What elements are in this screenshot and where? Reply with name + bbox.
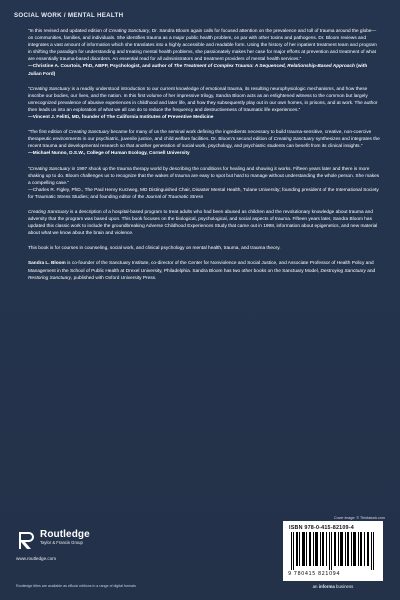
review-text: “ <box>28 86 30 92</box>
review-text: synthesizes and integrates the recent trauma and developmental research so that another generation of social work, psychology, and psychiatric students can benefit from its clinical insights.” <box>28 137 380 150</box>
book-title: Destroying Sanctuary <box>320 268 366 274</box>
course-note: This book is for courses in counseling, social work, and clinical psychology on mental health, trauma, and trauma theory. <box>28 246 281 252</box>
attribution-title: The Treatment of Complex Trauma: A Sequenced, Relationship-Based Approach <box>173 64 355 70</box>
attribution-text: (with Julian Ford) <box>28 64 368 77</box>
review-attribution: —Vincent J. Felitti, MD, founder of The California Institutes of Preventive Medicine <box>28 115 214 121</box>
barcode-icon <box>289 532 377 570</box>
review-text: , Dr. Sandra Bloom again calls for focused attention on the prevalence and toll of trauma around the globe—on communities, families, and individuals. She identifies trauma as a major public health problem, on par with other toxins and pathogens. Dr. Bloom reviews and integrates a vast amount of information which she translates into a highly accessible and readable form. Using the history of her inpatient treatment team and program in shifting the paradigm for understanding and treating mental health problems, she passionately makes her case for major efforts at prevention and treatment of what are essentially trauma-based disorders. An essential read for all administrators and treatment providers of mental health services.” <box>28 29 377 63</box>
review-text: “ <box>28 166 30 172</box>
subject-label: SOCIAL WORK / MENTAL HEALTH <box>14 12 124 19</box>
review-text: became for many of us the seminal work defining the ingredients necessary to build trauma-sensitive, creative, non-coercive therapeutic environments in our psychiatric, juvenile justice, and child welfare facilities. Dr. Bloom's second edition of <box>28 130 372 143</box>
book-title: Creating Sanctuary <box>68 130 110 136</box>
ebook-footnote: Routledge titles are available as eBook editions in a range of digital formats <box>16 584 136 588</box>
publisher-name: Routledge <box>40 529 90 540</box>
book-title: Restoring Sanctuary <box>28 275 72 281</box>
attribution-text: —Christine A. Courtois, PhD, ABPP, Psychologist, and author of <box>28 64 174 70</box>
review-text: in 1997 shook up the trauma therapy world by describing the conditions for healing and showing it works. Fifteen years later and there is more shaking up to do. Bloom challenges us to recognize that the wakes of trauma are easy to spot but hard to manage without understanding the whole person. She makes a compelling case.” <box>28 166 380 186</box>
isbn-text: ISBN 978-0-415-82109-4 <box>289 525 354 531</box>
book-title: Creating Sanctuary <box>28 209 69 215</box>
review-courtois <box>28 28 380 78</box>
book-title: Creating Sanctuary <box>29 86 71 92</box>
author-bio-text: and <box>365 268 376 274</box>
reviews-block <box>28 28 380 290</box>
review-figley <box>28 166 380 201</box>
routledge-mark-icon <box>16 529 38 551</box>
author-bio <box>28 260 380 281</box>
book-title: Creating Sanctuary <box>29 166 71 172</box>
publisher-url[interactable]: www.routledge.com <box>16 556 57 561</box>
attribution-title: Journal of Traumatic Stress <box>145 194 204 200</box>
author-bio-text: , published with Oxford University Press. <box>71 275 157 281</box>
description-text: is a description of a hospital-based program to treat adults who had been abused as children and the revolutionary knowledge about trauma and adversity that the program was based upon. This book focuses on the biological, psychological, and social aspects of trauma. Fifteen years later, Sandra Bloom has updated this classic work to include the groundbreaking Adverse Childhood Experiences Study that came out in 1998, information about epigenetics, and new material about what we know about the brain and violence. <box>28 209 378 237</box>
review-nunno <box>28 129 380 157</box>
review-text: “In this revised and updated edition of <box>28 29 109 34</box>
review-felitti <box>28 86 380 121</box>
cover-image-credit: Cover image: © Thinkstock.com <box>334 516 385 520</box>
publisher-group: Taylor & Francis Group <box>40 540 83 545</box>
book-description <box>28 209 380 237</box>
author-bio-text: is co-founder of the Sanctuary Institute, co-director of the Center for Nonviolence and Social Justice, and Associate Professor of Health Policy and Management in the School of Public Health at Drexel University, Philadelphia. Sandra Bloom has two other books on the Sanctuary Model, <box>28 261 374 274</box>
author-name: Sandra L. Bloom <box>28 261 66 267</box>
book-title: Creating Sanctuary <box>108 29 150 34</box>
review-attribution: —Michael Nunno, D.S.W., College of Human Ecology, Cornell University <box>28 151 190 157</box>
review-attribution <box>28 63 380 77</box>
review-attribution <box>28 187 380 201</box>
business-text: an <box>312 584 319 589</box>
barcode-box <box>283 521 383 581</box>
attribution-text: —Charles R. Figley, PhD., The Paul Henry Kurzweg, MD Distinguished Chair, Disaster Mental Health, Tulane University; founding president of the International Society for Traumatic Stress Studies; and founding editor of the <box>28 187 379 200</box>
review-text: is a readily understood introduction to our current knowledge of emotional trauma, its resulting neurophysiologic mechanisms, and how these inscribe our bodies, our lives, and the nation. In this first volume of her impressive trilogy, Sandra Bloom acts as an enlightened witness to the common but largely unrecognized prevalence of abusive experiences in childhood and later life, and how they subsequently play out in our own homes, in prisons, and at work. The author then leads us into an exploration of what we all can do to reduce the frequency and destructiveness of traumatic life experiences.” <box>28 86 378 113</box>
business-text: business <box>334 584 354 589</box>
barcode-digits: 9 780415 821094 <box>288 571 341 577</box>
informa-brand: informa <box>318 584 335 589</box>
informa-business-label <box>283 582 383 591</box>
review-text: “The first edition of <box>28 130 69 136</box>
routledge-logo <box>16 528 146 552</box>
book-title: Creating Sanctuary <box>273 137 315 143</box>
